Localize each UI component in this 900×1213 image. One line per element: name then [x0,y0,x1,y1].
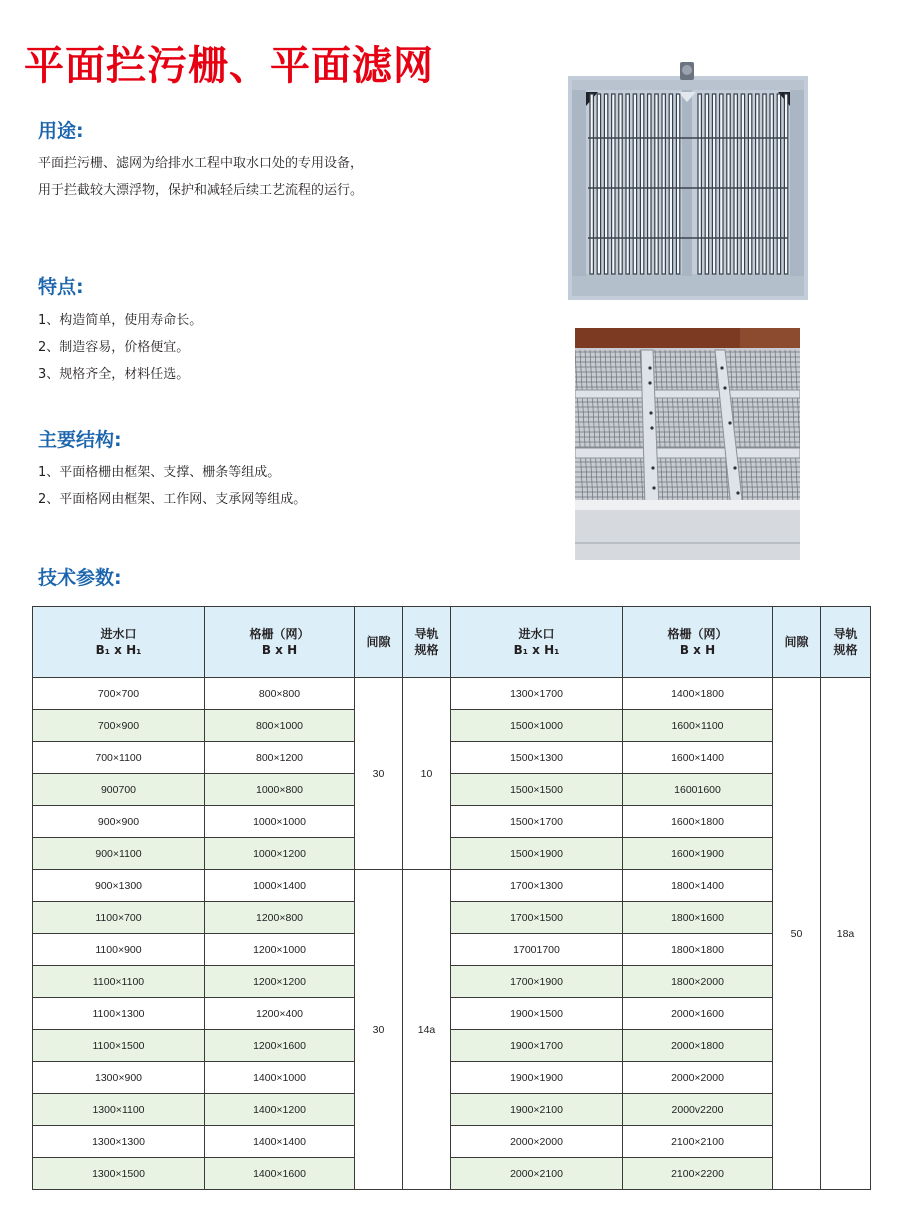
features-heading: 特点: [38,276,84,298]
table-row [33,902,871,934]
table-cell: 1000×1200 [205,838,355,870]
table-cell: 1800×2000 [623,966,773,998]
table-cell: 1300×1500 [33,1158,205,1190]
table-cell: 900×900 [33,806,205,838]
table-cell: 2000×2000 [623,1062,773,1094]
table-cell: 2100×2200 [623,1158,773,1190]
table-cell: 1200×1600 [205,1030,355,1062]
table-row [33,678,871,710]
table-cell: 1700×1900 [451,966,623,998]
header-grid: 格栅（网） B x H [205,607,355,678]
table-cell: 2000×2100 [451,1158,623,1190]
table-cell: 1500×1300 [451,742,623,774]
table-cell: 1800×1600 [623,902,773,934]
table-cell: 1100×1100 [33,966,205,998]
header-inlet: 进水口 B₁ x H₁ [33,607,205,678]
table-cell: 2000×1600 [623,998,773,1030]
merged-cell: 30 [355,678,403,870]
table-cell: 1300×900 [33,1062,205,1094]
table-cell: 1000×1400 [205,870,355,902]
structure-item-1: 1、平面格栅由框架、支撑、栅条等组成。 [38,465,281,480]
table-cell: 17001700 [451,934,623,966]
table-cell: 2000v2200 [623,1094,773,1126]
table-cell: 1100×1300 [33,998,205,1030]
table-cell: 700×700 [33,678,205,710]
table-cell: 800×1000 [205,710,355,742]
header-gap: 间隙 [355,607,403,678]
table-cell: 2000×1800 [623,1030,773,1062]
structure-item-2: 2、平面格网由框架、工作网、支承网等组成。 [38,492,307,507]
usage-line-1: 平面拦污栅、滤网为给排水工程中取水口处的专用设备， [38,156,364,171]
table-cell: 1900×1900 [451,1062,623,1094]
feature-item-2: 2、制造容易，价格便宜。 [38,340,190,355]
table-row [33,1158,871,1190]
merged-cell: 30 [355,870,403,1190]
table-cell: 1000×1000 [205,806,355,838]
table-cell: 1400×1800 [623,678,773,710]
mesh-screen-photo [575,328,800,560]
table-cell: 700×1100 [33,742,205,774]
page-title: 平面拦污栅、平面滤网 [24,42,434,89]
table-row [33,1062,871,1094]
table-cell: 1400×1600 [205,1158,355,1190]
table-cell: 1300×1700 [451,678,623,710]
merged-cell: 18a [821,678,871,1190]
table-cell: 1300×1300 [33,1126,205,1158]
table-cell: 1400×1000 [205,1062,355,1094]
feature-item-1: 1、构造简单，使用寿命长。 [38,313,203,328]
table-row [33,806,871,838]
table-cell: 1900×1700 [451,1030,623,1062]
table-cell: 900×1300 [33,870,205,902]
table-cell: 2000×2000 [451,1126,623,1158]
table-cell: 1600×1100 [623,710,773,742]
table-row [33,870,871,902]
table-cell: 1200×1200 [205,966,355,998]
table-cell: 800×1200 [205,742,355,774]
table-cell: 1100×700 [33,902,205,934]
spec-table [32,606,871,1190]
feature-item-3: 3、规格齐全，材料任选。 [38,367,190,382]
table-row [33,838,871,870]
params-heading: 技术参数: [38,567,122,589]
table-cell: 800×800 [205,678,355,710]
table-cell: 1700×1500 [451,902,623,934]
table-cell: 1500×1700 [451,806,623,838]
table-cell: 1900×2100 [451,1094,623,1126]
header-gap-2: 间隙 [773,607,821,678]
table-row [33,742,871,774]
table-cell: 700×900 [33,710,205,742]
merged-cell: 10 [403,678,451,870]
structure-heading: 主要结构: [38,429,122,451]
table-cell: 1200×400 [205,998,355,1030]
bar-screen-photo [568,62,808,300]
table-cell: 1600×1800 [623,806,773,838]
usage-heading: 用途: [38,120,84,142]
table-cell: 1500×1000 [451,710,623,742]
table-row [33,966,871,998]
table-row [33,934,871,966]
table-row [33,710,871,742]
table-cell: 1600×1900 [623,838,773,870]
header-rail: 导轨 规格 [403,607,451,678]
header-grid-2: 格栅（网） B x H [623,607,773,678]
header-inlet-2: 进水口 B₁ x H₁ [451,607,623,678]
table-row [33,1030,871,1062]
table-cell: 1200×1000 [205,934,355,966]
table-cell: 1800×1400 [623,870,773,902]
table-cell: 1900×1500 [451,998,623,1030]
table-cell: 1500×1500 [451,774,623,806]
merged-cell: 14a [403,870,451,1190]
table-header-row [33,607,871,678]
header-rail-2: 导轨 规格 [821,607,871,678]
table-cell: 16001600 [623,774,773,806]
table-cell: 900700 [33,774,205,806]
table-row [33,1094,871,1126]
table-row [33,998,871,1030]
table-row [33,1126,871,1158]
table-cell: 1200×800 [205,902,355,934]
table-cell: 1700×1300 [451,870,623,902]
table-cell: 1400×1400 [205,1126,355,1158]
table-cell: 1600×1400 [623,742,773,774]
table-cell: 900×1100 [33,838,205,870]
table-cell: 1100×1500 [33,1030,205,1062]
table-cell: 2100×2100 [623,1126,773,1158]
usage-line-2: 用于拦截较大漂浮物，保护和减轻后续工艺流程的运行。 [38,183,364,198]
table-cell: 1400×1200 [205,1094,355,1126]
table-cell: 1300×1100 [33,1094,205,1126]
table-row [33,774,871,806]
merged-cell: 50 [773,678,821,1190]
table-cell: 1800×1800 [623,934,773,966]
table-cell: 1000×800 [205,774,355,806]
table-cell: 1500×1900 [451,838,623,870]
table-cell: 1100×900 [33,934,205,966]
